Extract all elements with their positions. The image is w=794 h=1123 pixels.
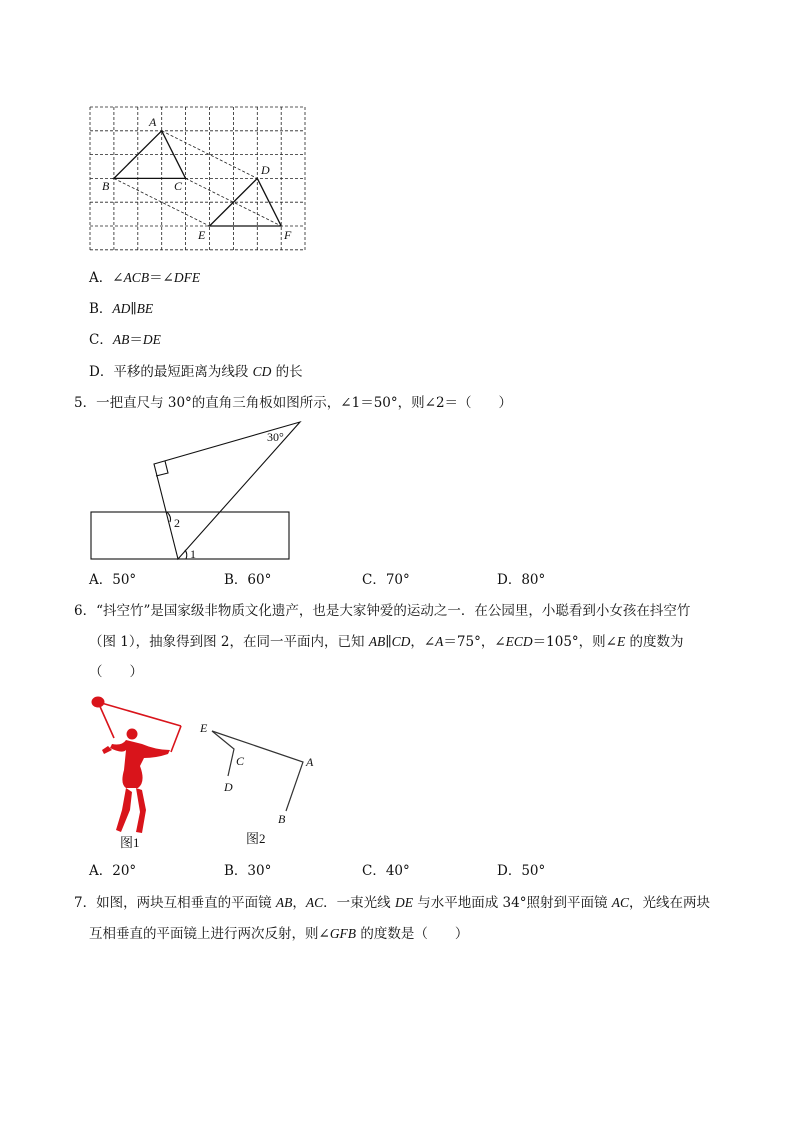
q7-stem-line1: 7．如图，两块互相垂直的平面镜 AB，AC．一束光线 DE 与水平地面成 34°照射到平面镜 AC，光线在两块 [74, 895, 711, 911]
q4-grid-figure [86, 104, 310, 254]
label-e: E [198, 228, 206, 242]
q6-option-b[interactable]: B．30° [224, 863, 272, 879]
angle-1-label: 1 [190, 547, 196, 561]
angle-1-arc [185, 550, 187, 559]
label-e: E [200, 721, 208, 735]
label-b: B [278, 812, 286, 826]
label-a: A [149, 115, 157, 129]
q6-figure2-lines [196, 716, 326, 854]
q6-option-c[interactable]: C．40° [362, 863, 410, 879]
q5-option-a[interactable]: A．50° [89, 572, 137, 588]
q6-option-a[interactable]: A．20° [89, 863, 137, 879]
q5-option-b[interactable]: B．60° [224, 572, 272, 588]
q5-ruler-triangle-figure [86, 418, 308, 564]
triangle-abc [114, 131, 186, 179]
label-d: D [224, 780, 233, 794]
angle-2-label: 2 [174, 516, 180, 530]
q4-option-c[interactable]: C．AB＝DE [89, 332, 161, 348]
q5-stem: 5．一把直尺与 30°的直角三角板如图所示，∠1＝50°，则∠2＝（ ） [74, 395, 513, 411]
q6-stem-line1: 6．“抖空竹”是国家级非物质文化遗产，也是大家钟爱的运动之一．在公园里，小聪看到小女孩在抖空竹 [74, 603, 691, 619]
q6-stem-line3: （ ） [89, 664, 143, 680]
q4-option-a[interactable]: A．∠ACB＝∠DFE [89, 270, 201, 286]
q6-figure1-diabolo-girl [86, 692, 190, 852]
label-f: F [284, 228, 292, 242]
figure2-caption: 图2 [246, 831, 266, 846]
q6-stem-line2: （图 1），抽象得到图 2，在同一平面内，已知 AB∥CD，∠A＝75°，∠ECD＝105°，则∠E 的度数为 [89, 634, 684, 650]
q7-stem-line2: 互相垂直的平面镜上进行两次反射，则∠GFB 的度数是（ ） [89, 926, 469, 942]
q6-option-d[interactable]: D．50° [497, 863, 546, 879]
label-d: D [261, 163, 270, 177]
label-c: C [174, 179, 183, 193]
angle-30-label: 30° [267, 430, 284, 444]
q5-option-d[interactable]: D．80° [497, 572, 546, 588]
label-c: C [236, 754, 245, 768]
segment-ea-ab [212, 731, 303, 811]
figure1-caption: 图1 [120, 835, 140, 850]
q4-option-b[interactable]: B．AD∥BE [89, 301, 154, 317]
label-a: A [306, 755, 314, 769]
q4-option-d[interactable]: D．平移的最短距离为线段 CD 的长 [89, 364, 303, 380]
diabolo-player-icon [92, 697, 181, 833]
label-b: B [102, 179, 110, 193]
q5-option-c[interactable]: C．70° [362, 572, 410, 588]
